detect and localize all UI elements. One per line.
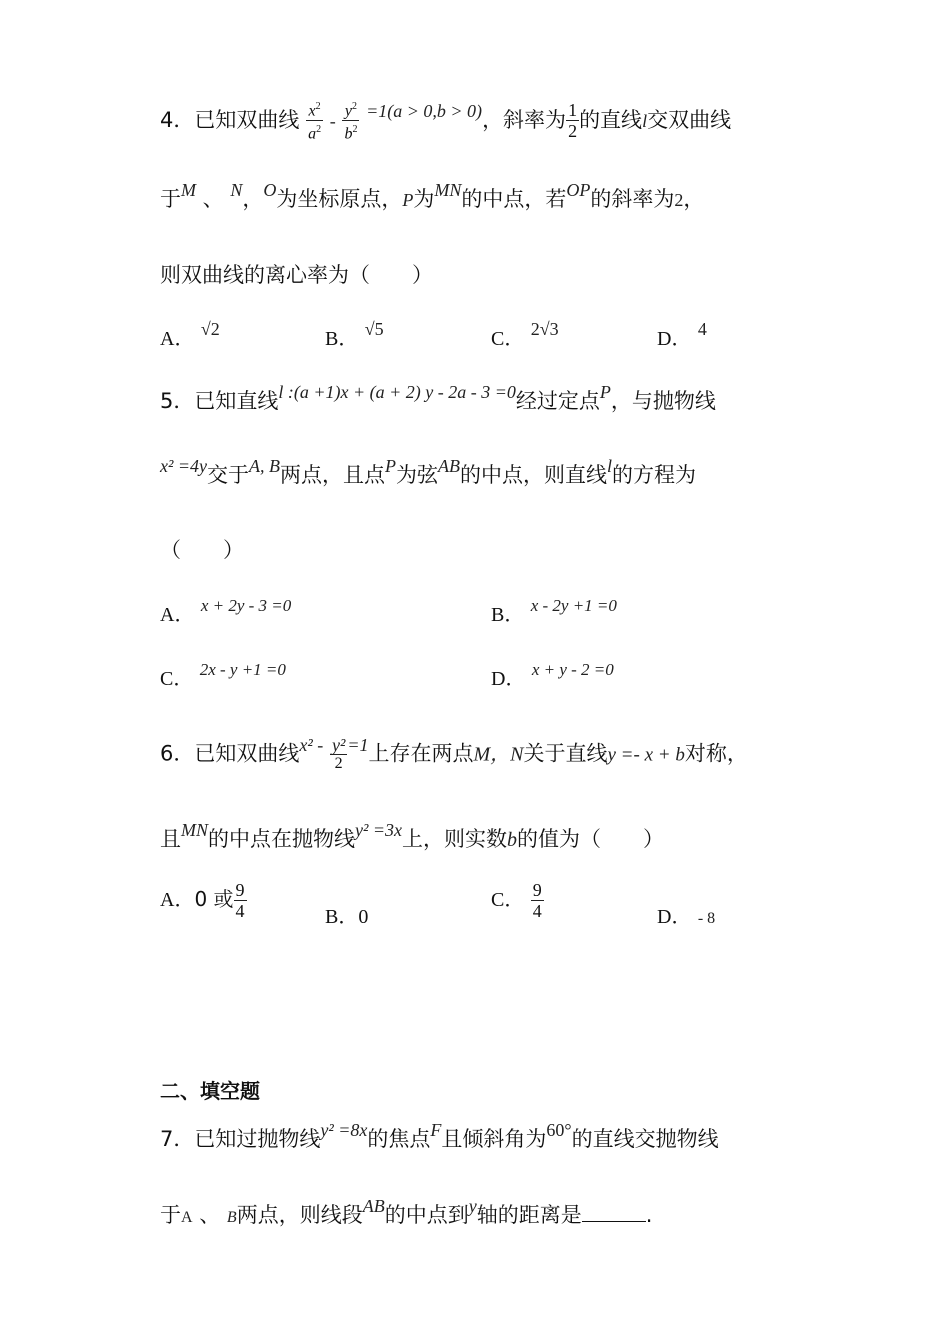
q6-option-c[interactable]: C． $\frac{9}{4}$ [491,880,542,921]
section-title: 二、填空题 [160,1079,260,1103]
q7-angle: 60° [546,1120,572,1140]
q5-parabola: x² =4y [160,456,208,476]
q4-line-3: 则双曲线的离心率为（ ） [160,263,433,287]
q4-line-1: 4．已知双曲线 $\frac{x^2}{a^2}$ - $\frac{y^2}{b^2}$ =1(a > 0,b > 0)，斜率为 $\frac{1}{2}$ 的直线l交双曲线 [160,98,731,144]
q6-hyperbola-y-fraction: $\frac{\text{y²}}{2}$ [331,735,346,772]
q4-option-a[interactable]: A． √2 [160,319,220,350]
q7-parabola: y² =8x [320,1120,368,1140]
q4-line-2: 于M 、 N，O为坐标原点，P为MN的中点，若OP的斜率为2， [160,180,705,211]
q6-number: 6． [160,741,195,766]
q6-line-1: 6．已知双曲线x² - $\frac{\text{y²}}{2}$ =1上存在两点M，N关于直线y =- x + b对称， [160,734,748,772]
q7-line-2: 于A 、 B两点，则线段AB的中点到y轴的距离是 . [160,1196,653,1227]
q6-parabola: y² =3x [355,820,403,840]
q4-option-d[interactable]: D． 4 [657,319,707,350]
answer-blank[interactable] [582,1201,646,1222]
q4-option-c[interactable]: C． 2√3 [491,319,559,350]
q5-option-a[interactable]: A． $^{x + 2y - 3 =0}$ [160,596,292,626]
q4-option-b[interactable]: B． √5 [325,319,384,350]
q4-text: 已知双曲线 [194,107,300,132]
q4-number: 4． [160,107,195,132]
q5-number: 5． [160,389,195,413]
q6-line-2: 且MN的中点在抛物线y² =3x上，则实数b的值为（ ） [160,820,665,851]
q5-option-c[interactable]: C． $^{2x - y +1 =0}$ [160,660,286,690]
q5-line-3: （ ） [160,538,244,562]
q6-option-b[interactable]: B．0 [325,906,369,928]
q5-line-equation: l :(a +1)x + (a + 2) y - 2a - 3 =0 [278,382,516,402]
q4-hyperbola-x-term: $\frac{x^2}{a^2}$ [306,98,323,144]
q4-slope-fraction: $\frac{1}{2}$ [568,100,578,142]
q7-line-1: 7．已知过抛物线y² =8x的焦点F且倾斜角为60°的直线交抛物线 [160,1120,719,1151]
q4-hyperbola-condition: =1(a > 0,b > 0) [366,100,483,121]
q4-hyperbola-y-term: $\frac{y^2}{b^2}$ [342,98,359,144]
q6-option-a[interactable]: A．0 或 $\frac{9}{4}$ [160,880,245,921]
q5-option-b[interactable]: B． $^{x - 2y +1 =0}$ [491,596,617,626]
q5-line-1: 5．已知直线l :(a +1)x + (a + 2) y - 2a - 3 =0经过定点P，与抛物线 [160,382,716,413]
q5-line-2: x² =4y交于A, B两点，且点P为弦AB的中点，则直线l的方程为 [160,456,697,487]
q6-hyperbola-x: x² - [299,734,324,755]
q7-number: 7． [160,1127,195,1151]
q5-option-d[interactable]: D． $^{x + y - 2 =0}$ [491,660,614,690]
q6-option-d[interactable]: D． - 8 [657,906,716,928]
q6-symmetry-line: y =- x + b [607,744,685,766]
